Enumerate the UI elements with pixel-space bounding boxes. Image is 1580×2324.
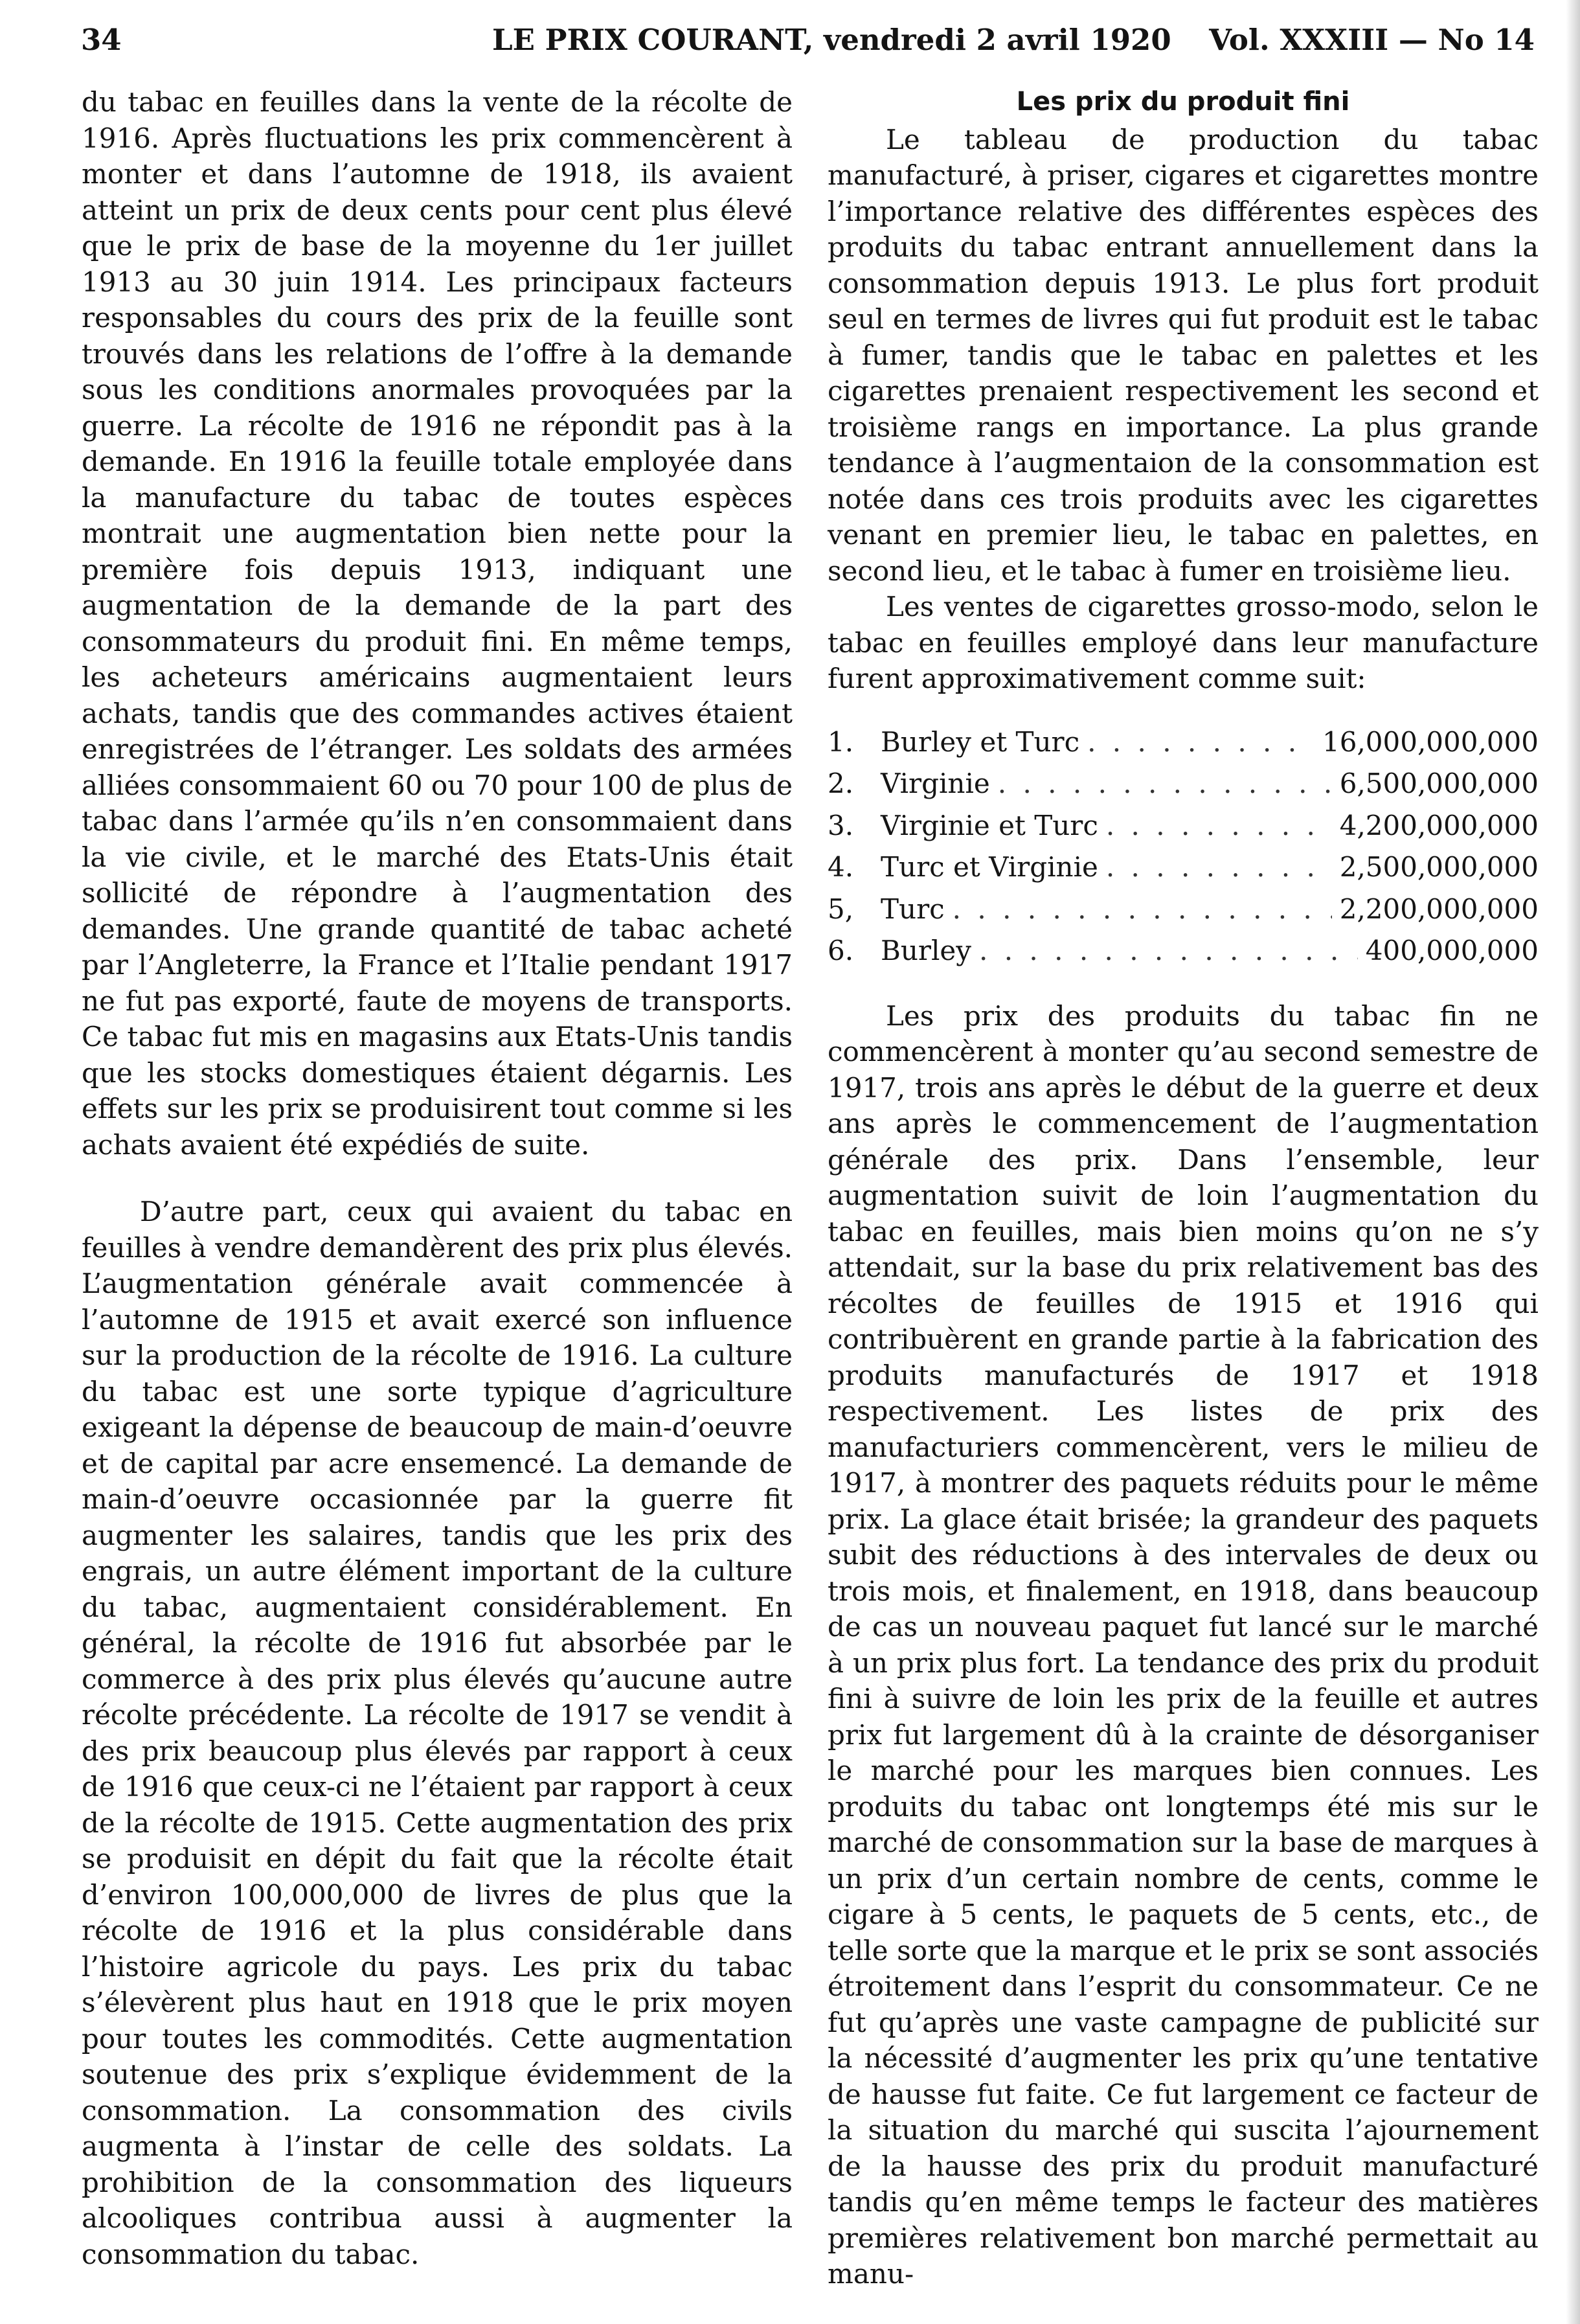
list-item	[828, 930, 1539, 972]
page-header	[78, 17, 1535, 63]
dot-leader	[979, 930, 1358, 972]
dot-leader	[998, 763, 1332, 805]
right-paragraph-3: Les prix des produits du tabac fin ne commencèrent à monter qu’au second semestre de 1917, trois ans après le début de la guerre et deux ans après le commencement de l’augmentation générale des prix. Dans l’ensemble, leur augmentation suivit de loin l’augmentation du tabac en feuilles, mais bien moins qu’on ne s’y attendait, sur la base du prix relativement bas des récoltes de feuilles de 1915 et 1916 qui contribuèrent en grande partie à la fabrication des produits manufacturés de 1917 et 1918 respectivement. Les listes de prix des manufacturiers commencèrent, vers le milieu de 1917, à montrer des paquets réduits pour le même prix. La glace était brisée; la grandeur des paquets subit des réductions à des intervales de deux ou trois mois, et finalement, en 1918, dans beaucoup de cas un nouveau paquet fut lancé sur le marché à un prix plus fort. La tendance des prix du produit fini à suivre de loin les prix de la feuille et autres prix fut largement dû à la crainte de désorganiser le marché pour les marques bien connues. Les produits du tabac ont longtemps été mis sur le marché de consommation sur la base de marques à un prix d’un certain nombre de cents, comme le cigare à 5 cents, le paquets de 5 cents, etc., de telle sorte que la marque et le prix se sont associés étroitement dans l’esprit du consommateur. Ce ne fut qu’après une vaste campagne de publicité sur la nécessité d’augmenter les prix qu’une tentative de hausse fut faite. Ce fut largement ce facteur de la situation du marché qui suscita l’ajournement de la hausse des prix du produit manufacturé tandis qu’en même temps le facteur des matières premières relativement bon marché permettait au manu-	[828, 999, 1539, 2290]
list-name: Virginie	[881, 768, 990, 799]
dot-leader	[1106, 805, 1332, 847]
volume-number: Vol. XXXIII — No 14	[1209, 23, 1535, 57]
scan-edge-shadow	[1566, 0, 1580, 2324]
list-item	[828, 889, 1539, 931]
list-amount: 4,200,000,000	[1339, 809, 1539, 841]
list-rank: 4.	[828, 851, 854, 883]
dot-leader	[1106, 847, 1332, 889]
list-rank: 1.	[828, 725, 854, 758]
list-item	[828, 722, 1539, 764]
journal-title: LE PRIX COURANT, vendredi 2 avril 1920	[492, 23, 1171, 57]
right-paragraph-2: Les ventes de cigarettes grosso-modo, selon le tabac en feuilles employé dans leur manufacture furent approximativement comme suit:	[828, 591, 1539, 694]
right-column	[828, 84, 1539, 2292]
list-item	[828, 847, 1539, 889]
list-amount: 2,500,000,000	[1339, 851, 1539, 883]
list-name: Turc et Virginie	[881, 851, 1098, 883]
dot-leader	[1087, 722, 1315, 764]
list-amount: 2,200,000,000	[1339, 893, 1539, 925]
list-item	[828, 763, 1539, 805]
list-item	[828, 805, 1539, 847]
list-name: Burley	[881, 935, 972, 966]
list-name: Burley et Turc	[881, 725, 1080, 758]
list-amount: 16,000,000,000	[1322, 725, 1539, 758]
right-paragraph-1: Le tableau de production du tabac manufacturé, à priser, cigares et cigarettes montre l’importance relative des différentes espèces des produits du tabac entrant annuellement dans la consommation depuis 1913. Le plus fort produit seul en termes de livres qui fut produit est le tabac à fumer, tandis que le tabac en palettes et les cigarettes prenaient respectivement les second et troisième rangs en importance. La plus grande tendance à l’augmentaion de la consommation est notée dans ces trois produits avec les cigarettes venant en premier lieu, le tabac en palettes, en second lieu, et le tabac à fumer en troisième lieu.	[828, 123, 1539, 587]
section-title: Les prix du produit fini	[1016, 87, 1350, 117]
list-rank: 5,	[828, 893, 854, 925]
list-name: Virginie et Turc	[881, 809, 1098, 841]
list-name: Turc	[881, 893, 945, 925]
list-rank: 2.	[828, 768, 854, 799]
cigarette-sales-list	[828, 722, 1539, 972]
page-number: 34	[81, 23, 122, 57]
list-amount: 400,000,000	[1365, 935, 1539, 966]
list-rank: 6.	[828, 935, 854, 966]
left-paragraph-1: du tabac en feuilles dans la vente de la récolte de 1916. Après fluctuations les prix commencèrent à monter et dans l’automne de 1918, ils avaient atteint un prix de deux cents pour cent plus élevé que le prix de base de la moyenne du 1er juillet 1913 au 30 juin 1914. Les principaux facteurs responsables du cours des prix de la feuille sont trouvés dans les relations de l’offre à la demande sous les conditions anormales provoquées par la guerre. La récolte de 1916 ne répondit pas à la demande. En 1916 la feuille totale employée dans la manufacture du tabac de toutes espèces montrait une augmentation bien nette pour la première fois depuis 1913, indiquant une augmentation de la demande de la part des consommateurs du produit fini. En même temps, les acheteurs américains augmentaient leurs achats, tandis que des commandes actives étaient enregistrées de l’étranger. Les soldats des armées alliées consommaient 60 ou 70 pour 100 de plus de tabac dans l’armée qu’ils n’en consommaient dans la vie civile, et le marché des Etats-Unis était sollicité de répondre à l’augmentation des demandes. Une grande quantité de tabac acheté par l’Angleterre, la France et l’Italie pendant 1917 ne fut pas exporté, faute de moyens de transports. Ce tabac fut mis en magasins aux Etats-Unis tandis que les stocks domestiques étaient dégarnis. Les effets sur les prix se produisirent tout comme si les achats avaient été expédiés de suite.	[82, 86, 793, 1161]
dot-leader	[953, 889, 1332, 931]
list-rank: 3.	[828, 809, 854, 841]
list-amount: 6,500,000,000	[1339, 768, 1539, 799]
left-paragraph-2: D’autre part, ceux qui avaient du tabac en feuilles à vendre demandèrent des prix plus élevés. L’augmentation générale avait commencée à l’automne de 1915 et avait exercé son influence sur la production de la récolte de 1916. La culture du tabac est une sorte typique d’agriculture exigeant la dépense de beaucoup de main-d’oeuvre et de capital par acre ensemencé. La demande de main-d’oeuvre occasionnée par la guerre fit augmenter les salaires, tandis que les prix des engrais, un autre élément important de la culture du tabac, augmentaient considérablement. En général, la récolte de 1916 fut absorbée par le commerce à des prix plus élevés qu’aucune autre récolte précédente. La récolte de 1917 se vendit à des prix beaucoup plus élevés par rapport à ceux de 1916 que ceux-ci ne l’étaient par rapport à ceux de la récolte de 1915. Cette augmentation des prix se produisit en dépit du fait que la récolte était d’environ 100,000,000 de livres de plus que la récolte de 1916 et la plus considérable dans l’histoire agricole du pays. Les prix du tabac s’élevèrent plus haut en 1918 que le prix moyen pour toutes les commodités. Cette augmentation soutenue des prix s’explique évidemment de la consommation. La consommation des civils augmenta à l’instar de celle des soldats. La prohibition de la consommation des liqueurs alcooliques contribua aussi à augmenter la consommation du tabac.	[82, 1196, 793, 2270]
left-column	[82, 84, 793, 2272]
